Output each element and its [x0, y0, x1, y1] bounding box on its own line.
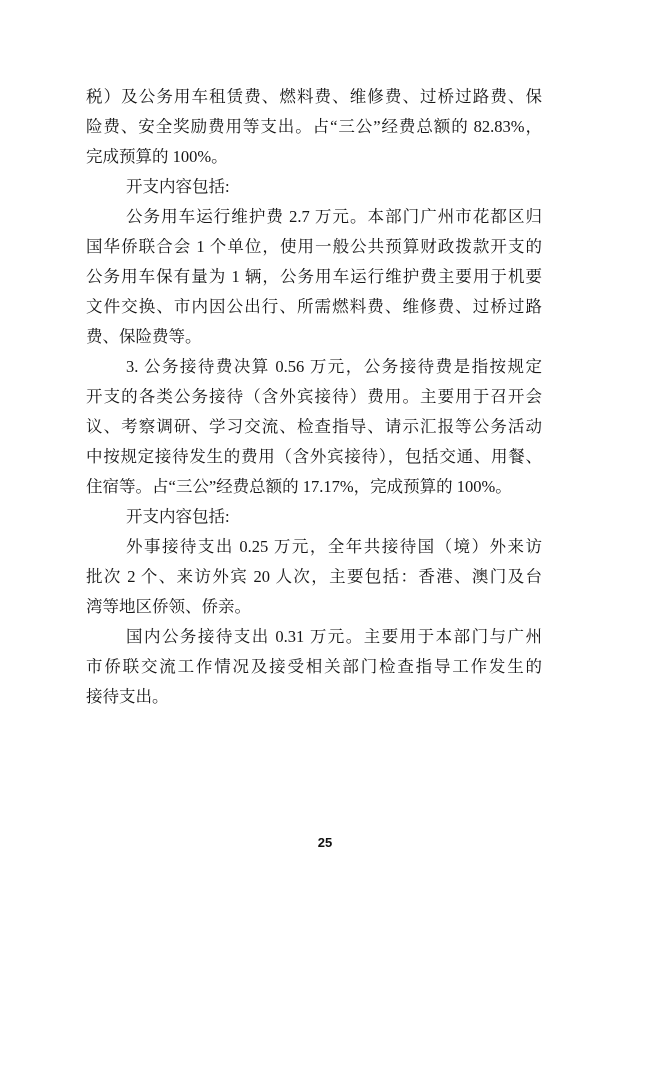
doc-line: 费、保险费等。 [86, 327, 202, 346]
doc-line: 完成预算的 100%。 [86, 147, 228, 166]
doc-line: 市侨联交流工作情况及接受相关部门检查指导工作发生的 [86, 657, 542, 676]
doc-line: 批次 2 个、来访外宾 20 人次，主要包括：香港、澳门及台 [86, 567, 542, 586]
doc-line: 3. 公务接待费决算 0.56 万元，公务接待费是指按规定 [126, 357, 542, 376]
document-text [86, 82, 542, 712]
doc-line: 开支内容包括: [126, 177, 230, 196]
doc-line: 国华侨联合会 1 个单位，使用一般公共预算财政拨款开支的 [86, 237, 542, 256]
doc-line: 公务用车运行维护费 2.7 万元。本部门广州市花都区归 [126, 207, 542, 226]
doc-line: 国内公务接待支出 0.31 万元。主要用于本部门与广州 [126, 627, 542, 646]
doc-line: 接待支出。 [86, 687, 169, 706]
doc-line: 住宿等。占“三公”经费总额的 17.17%，完成预算的 100%。 [86, 477, 512, 496]
doc-line: 文件交换、市内因公出行、所需燃料费、维修费、过桥过路 [86, 297, 542, 316]
doc-line: 险费、安全奖励费用等支出。占“三公”经费总额的 82.83%， [86, 117, 542, 136]
doc-line: 中按规定接待发生的费用（含外宾接待），包括交通、用餐、 [86, 447, 542, 466]
page-number: 25 [317, 835, 333, 850]
doc-line: 议、考察调研、学习交流、检查指导、请示汇报等公务活动 [86, 417, 542, 436]
doc-line: 湾等地区侨领、侨亲。 [86, 597, 251, 616]
doc-line: 开支内容包括: [126, 507, 230, 526]
doc-line: 外事接待支出 0.25 万元，全年共接待国（境）外来访 [126, 537, 542, 556]
doc-line: 开支的各类公务接待（含外宾接待）费用。主要用于召开会 [86, 387, 542, 406]
doc-line: 税）及公务用车租赁费、燃料费、维修费、过桥过路费、保 [86, 87, 542, 106]
doc-line: 公务用车保有量为 1 辆，公务用车运行维护费主要用于机要 [86, 267, 542, 286]
